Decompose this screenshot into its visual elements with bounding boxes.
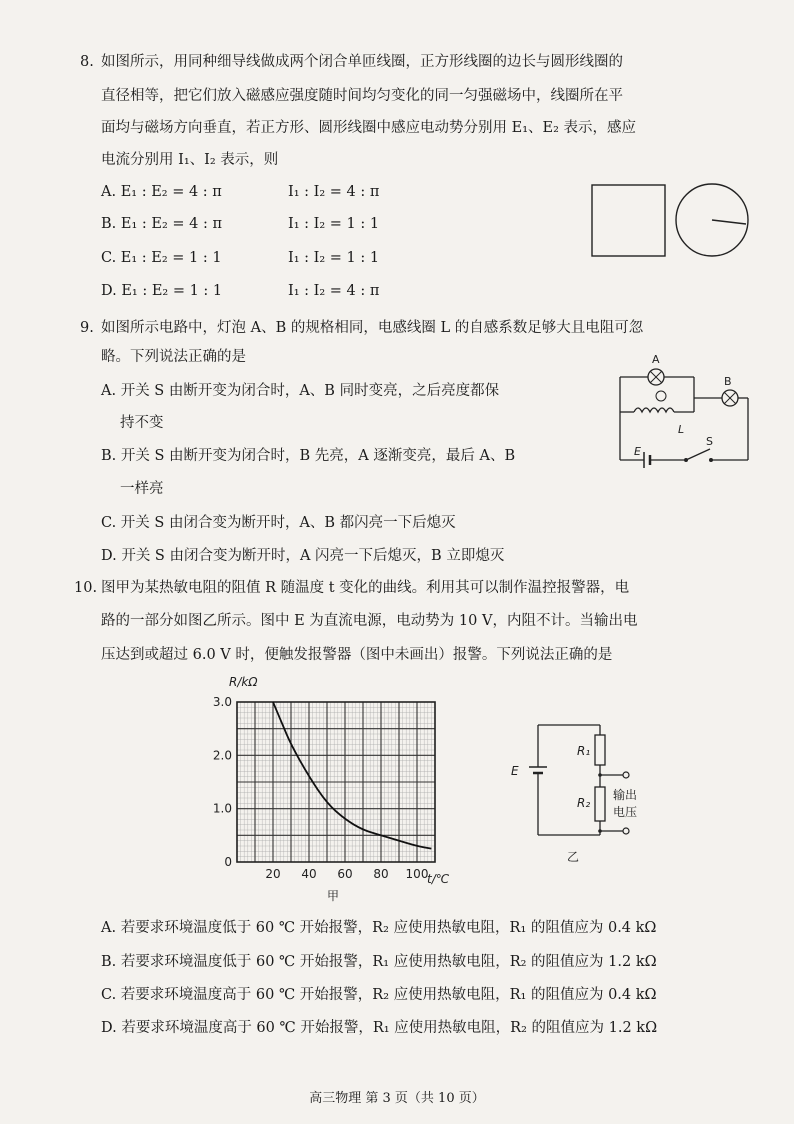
circuit-caption: 乙 <box>567 850 580 864</box>
x-tick-label: 60 <box>337 867 353 881</box>
graph-ylabel: R/kΩ <box>229 675 258 689</box>
q8-option-b-i: I₁ : I₂ = 1 : 1 <box>288 216 380 232</box>
q10-option-d: D. 若要求环境温度高于 60 ℃ 开始报警，R₁ 应使用热敏电阻，R₂ 的阻值应为 1.2 kΩ <box>101 1020 658 1036</box>
q9-option-a: A. 开关 S 由断开变为闭合时，A、B 同时变亮，之后亮度都保 <box>101 383 500 399</box>
q9-stem-line: 略。下列说法正确的是 <box>101 349 246 365</box>
q8-stem-line: 直径相等，把它们放入磁感应强度随时间均匀变化的同一匀强磁场中，线圈所在平 <box>101 88 623 104</box>
output-terminal-bottom <box>623 828 629 834</box>
resistor-r1-icon <box>595 735 605 765</box>
battery-label: E <box>511 764 519 778</box>
switch-s-icon <box>686 449 710 460</box>
q10-option-a: A. 若要求环境温度低于 60 ℃ 开始报警，R₂ 应使用热敏电阻，R₁ 的阻值应为 0.4 kΩ <box>101 920 657 936</box>
q8-option-c-e: C. E₁ : E₂ = 1 : 1 <box>101 250 222 266</box>
q8-option-d-i: I₁ : I₂ = 4 : π <box>288 283 380 299</box>
q8-option-a-e: A. E₁ : E₂ = 4 : π <box>101 184 222 200</box>
y-tick-label: 2.0 <box>212 748 232 763</box>
resistor-r2-icon <box>595 787 605 821</box>
q8-option-c-i: I₁ : I₂ = 1 : 1 <box>288 250 380 266</box>
y-tick-label: 3.0 <box>212 695 232 709</box>
coil-radius-line <box>712 220 746 224</box>
battery-label: E <box>634 445 641 458</box>
q10-stem-line: 图甲为某热敏电阻的阻值 R 随温度 t 变化的曲线。利用其可以制作温控报警器，电 <box>101 580 630 596</box>
r2-label: R₂ <box>577 796 591 810</box>
q9-number: 9. <box>80 320 94 336</box>
y-tick-label: 1.0 <box>212 801 232 816</box>
q10-stem-line: 路的一部分如图乙所示。图中 E 为直流电源，电动势为 10 V，内阻不计。当输出电 <box>101 613 638 629</box>
lamp-b-label: B <box>724 375 732 388</box>
q9-option-a-cont: 持不变 <box>120 415 164 431</box>
page-footer: 高三物理 第 3 页（共 10 页） <box>309 1091 485 1106</box>
x-tick-label: 20 <box>265 867 281 881</box>
r1-label: R₁ <box>577 744 591 758</box>
q9-option-b-cont: 一样亮 <box>120 481 164 497</box>
q8-option-b-e: B. E₁ : E₂ = 4 : π <box>101 216 222 232</box>
graph-xlabel: t/℃ <box>427 872 450 886</box>
output-label-line2: 电压 <box>613 805 638 819</box>
q10-circuit-diagram <box>505 715 685 867</box>
output-terminal-top <box>623 772 629 778</box>
q8-stem-line: 面均与磁场方向垂直，若正方形、圆形线圈中感应电动势分别用 E₁、E₂ 表示，感应 <box>101 120 637 136</box>
switch-label: S <box>706 435 713 448</box>
q8-number: 8. <box>80 54 94 70</box>
q9-option-b: B. 开关 S 由断开变为闭合时，B 先亮，A 逐渐变亮，最后 A、B <box>101 448 516 464</box>
q8-stem-line: 如图所示，用同种细导线做成两个闭合单匝线圈，正方形线圈的边长与圆形线圈的 <box>101 54 623 70</box>
q8-stem-line: 电流分别用 I₁、I₂ 表示，则 <box>101 152 279 168</box>
q8-coils-figure <box>585 182 760 264</box>
lamp-a-label: A <box>652 353 660 366</box>
inductor-l-icon <box>634 408 674 412</box>
q8-option-d-e: D. E₁ : E₂ = 1 : 1 <box>101 283 223 299</box>
q8-option-a-i: I₁ : I₂ = 4 : π <box>288 184 380 200</box>
q9-circuit-diagram <box>598 345 758 470</box>
thermistor-graph <box>205 672 465 904</box>
inductor-label: L <box>678 423 685 436</box>
y-tick-label: 0 <box>224 855 232 869</box>
graph-caption: 甲 <box>327 889 340 903</box>
x-tick-label: 80 <box>373 867 389 881</box>
x-tick-label: 40 <box>301 867 317 881</box>
q10-option-c: C. 若要求环境温度高于 60 ℃ 开始报警，R₂ 应使用热敏电阻，R₁ 的阻值应为 0.4 kΩ <box>101 987 657 1003</box>
output-label-line1: 输出 <box>613 788 638 802</box>
q9-option-d: D. 开关 S 由闭合变为断开时，A 闪亮一下后熄灭，B 立即熄灭 <box>101 548 505 564</box>
square-coil <box>592 185 665 256</box>
q9-stem-line: 如图所示电路中，灯泡 A、B 的规格相同，电感线圈 L 的自感系数足够大且电阻可忽 <box>101 320 644 336</box>
q10-number: 10. <box>74 580 98 596</box>
q9-option-c: C. 开关 S 由闭合变为断开时，A、B 都闪亮一下后熄灭 <box>101 515 456 531</box>
x-tick-label: 100 <box>405 867 429 881</box>
q10-option-b: B. 若要求环境温度低于 60 ℃ 开始报警，R₁ 应使用热敏电阻，R₂ 的阻值应为 1.2 kΩ <box>101 954 657 970</box>
q10-stem-line: 压达到或超过 6.0 V 时，便触发报警器（图中未画出）报警。下列说法正确的是 <box>101 647 613 663</box>
